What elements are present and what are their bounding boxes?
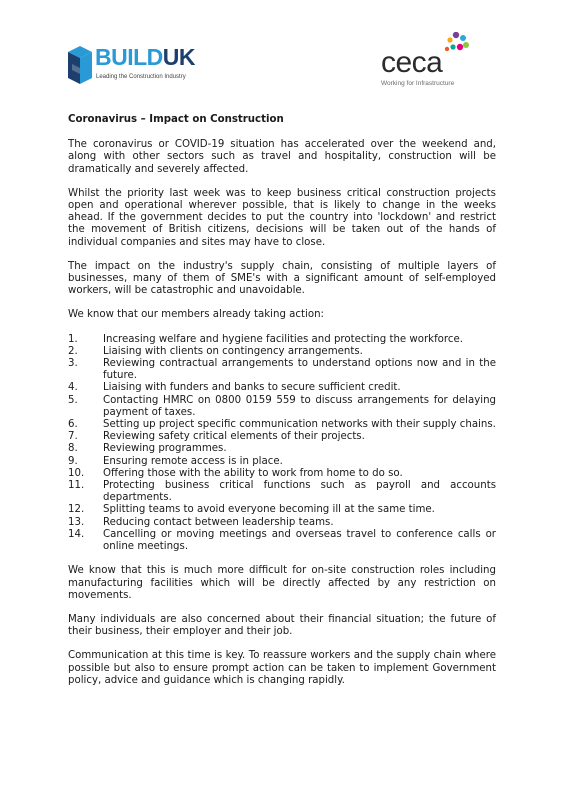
paragraphs-before [68, 139, 496, 321]
paragraph: Communication at this time is key. To reassure workers and the supply chain where possible but also to ensure prompt action can be taken to implement Government policy, advice and guidance which is changing rapidly. [68, 650, 496, 686]
buildUK-logo [68, 44, 208, 88]
paragraph: We know that this is much more difficult for on-site construction roles including manufacturing facilities which will be directly affected by any restriction on movements. [68, 565, 496, 601]
list-item-number: 2. [68, 345, 78, 357]
ceca-logo [380, 32, 500, 92]
paragraphs-after [68, 565, 496, 687]
list-item [68, 334, 496, 346]
list-item [68, 480, 496, 504]
list-item-number: 5. [68, 394, 78, 406]
list-item-text: Reviewing contractual arrangements to understand options now and in the future. [103, 358, 496, 382]
list-item-number: 9. [68, 455, 78, 467]
list-item-text: Cancelling or moving meetings and overseas travel to conference calls or online meetings. [103, 528, 496, 553]
buildUK-tagline: Leading the Construction Industry [96, 74, 186, 80]
paragraph: The impact on the industry's supply chain, consisting of multiple layers of businesses, many of them of SME's with a significant amount of self-employed workers, will be catastrophic and unavoidable. [68, 260, 496, 297]
action-list [68, 334, 496, 554]
list-item-text: Reviewing programmes. [103, 443, 227, 455]
buildUK-wordmark-build: BUILD [95, 44, 163, 70]
list-item-number: 10. [68, 467, 85, 479]
list-item-number: 14. [68, 528, 85, 540]
list-item [68, 517, 496, 529]
list-item-number: 7. [68, 431, 78, 443]
ceca-wordmark: ceca [381, 46, 443, 79]
list-item [68, 346, 496, 358]
list-item [68, 431, 496, 443]
list-item-text: Reviewing safety critical elements of their projects. [103, 431, 365, 443]
document-title: Coronavirus – Impact on Construction [68, 114, 284, 125]
list-item-text: Protecting business critical functions such as payroll and accounts departments. [103, 480, 496, 504]
list-item [68, 504, 496, 516]
list-item [68, 419, 496, 431]
list-item-text: Reducing contact between leadership teams. [103, 516, 334, 528]
list-item-text: Splitting teams to avoid everyone becoming ill at the same time. [103, 504, 435, 516]
list-item [68, 443, 496, 455]
list-item-text: Liaising with clients on contingency arrangements. [103, 345, 363, 357]
buildUK-wordmark-uk: UK [162, 44, 196, 70]
list-item [68, 456, 496, 468]
list-item [68, 395, 496, 419]
list-item-number: 11. [68, 480, 85, 492]
ceca-tagline: Working for Infrastructure [381, 80, 455, 87]
list-item-text: Setting up project specific communication networks with their supply chains. [103, 419, 496, 431]
list-item-number: 4. [68, 382, 78, 394]
list-item-text: Increasing welfare and hygiene facilities and protecting the workforce. [103, 333, 463, 345]
list-item-number: 3. [68, 358, 78, 370]
list-item-number: 12. [68, 504, 85, 516]
list-item [68, 358, 496, 382]
list-item-number: 1. [68, 333, 78, 345]
list-item-text: Contacting HMRC on 0800 0159 559 to discuss arrangements for delaying payment of taxes. [103, 394, 496, 418]
list-item [68, 382, 496, 394]
list-item-number: 8. [68, 443, 78, 455]
buildUK-emblem-icon [68, 44, 92, 84]
list-item [68, 529, 496, 553]
paragraph: Whilst the priority last week was to keep business critical construction projects open and operational wherever possible, that is likely to change in the weeks ahead. If the government decides to put the country into 'lockdown' and restrict the movement of British citizens, decisions will be taken out of the hands of individual companies and sites may have to close. [68, 187, 496, 248]
paragraph: We know that our members already taking action: [68, 309, 324, 321]
paragraph: The coronavirus or COVID-19 situation has accelerated over the weekend and, along with other sectors such as travel and hospitality, construction will be dramatically and severely affected. [68, 139, 496, 175]
list-item-text: Ensuring remote access is in place. [103, 455, 283, 467]
list-item-text: Liaising with funders and banks to secure sufficient credit. [103, 382, 401, 394]
ceca-dots-icon [442, 32, 470, 56]
document-body [68, 114, 496, 699]
buildUK-wordmark [95, 44, 195, 70]
list-item [68, 468, 496, 480]
paragraph: Many individuals are also concerned about their financial situation; the future of their business, their employer and their job. [68, 613, 496, 638]
list-item-text: Offering those with the ability to work from home to do so. [103, 467, 403, 479]
list-item-number: 6. [68, 419, 78, 431]
list-item-number: 13. [68, 516, 85, 528]
